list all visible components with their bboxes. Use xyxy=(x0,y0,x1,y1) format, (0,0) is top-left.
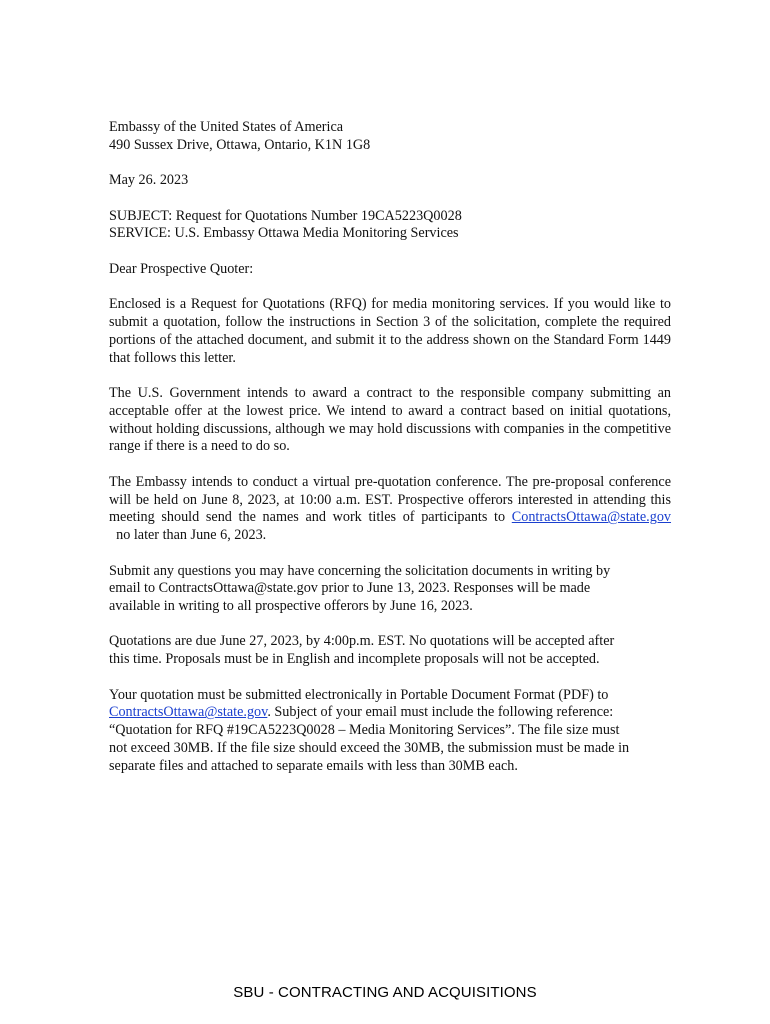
conference-deadline-text: no later than June 6, 2023. xyxy=(109,527,267,544)
submission-line-2-tail: . Subject of your email must include the following reference: xyxy=(267,704,614,721)
questions-line-2: email to ContractsOttawa@state.gov prior to June 13, 2023. Responses will be made xyxy=(109,580,591,597)
due-line-2: this time. Proposals must be in English and incomplete proposals will not be accepted. xyxy=(109,651,600,668)
paragraph-questions xyxy=(109,563,671,616)
submission-line-4: not exceed 30MB. If the file size should exceed the 30MB, the submission must be made in xyxy=(109,740,630,757)
paragraph-enclosed-rfq: Enclosed is a Request for Quotations (RFQ) for media monitoring services. If you would like to submit a quotation, follow the instructions in Section 3 of the solicitation, complete the required portions of the attached document, and submit it to the address shown on the Standard Form 1449 that follows this letter. xyxy=(109,296,671,366)
subject-block xyxy=(109,208,671,244)
submission-line-2 xyxy=(109,704,671,722)
date-text: May 26. 2023 xyxy=(109,172,189,189)
address-line-2: 490 Sussex Drive, Ottawa, Ontario, K1N 1G8 xyxy=(109,136,371,153)
submission-line-1: Your quotation must be submitted electronically in Portable Document Format (PDF) to xyxy=(109,686,609,703)
paragraph-award-contract: The U.S. Government intends to award a contract to the responsible company submitting an acceptable offer at the lowest price. We intend to award a contract based on initial quotations, without holding discussions, although we may hold discussions with companies in the competitive range if there is a need to do so. xyxy=(109,384,671,455)
contracts-email-link-submission[interactable]: ContractsOttawa@state.gov xyxy=(109,704,268,721)
letter-body xyxy=(109,119,671,793)
service-line: SERVICE: U.S. Embassy Ottawa Media Monitoring Services xyxy=(109,225,459,242)
subject-line: SUBJECT: Request for Quotations Number 19CA5223Q0028 xyxy=(109,207,462,224)
address-block xyxy=(109,119,671,155)
conference-text: The Embassy intends to conduct a virtual pre-quotation conference. The pre-proposal conference will be held on June 8, 2023, at 10:00 a.m. EST. Prospective offerors interested in attending this meeting should send the names and work titles of participants to xyxy=(109,473,671,526)
paragraph-submission xyxy=(109,687,671,776)
submission-line-5: separate files and attached to separate emails with less than 30MB each. xyxy=(109,757,518,774)
salutation-text: Dear Prospective Quoter: xyxy=(109,260,254,277)
questions-line-3: available in writing to all prospective offerors by June 16, 2023. xyxy=(109,598,473,615)
due-line-1: Quotations are due June 27, 2023, by 4:00p.m. EST. No quotations will be accepted after xyxy=(109,633,615,650)
paragraph-pre-quotation-conference xyxy=(109,474,671,545)
questions-line-1: Submit any questions you may have concerning the solicitation documents in writing by xyxy=(109,562,611,579)
salutation xyxy=(109,261,671,279)
contracts-email-link-conference[interactable]: ContractsOttawa@state.gov xyxy=(511,509,672,526)
submission-line-3: “Quotation for RFQ #19CA5223Q0028 – Media Monitoring Services”. The file size must xyxy=(109,722,620,739)
letter-date xyxy=(109,172,671,190)
address-line-1: Embassy of the United States of America xyxy=(109,119,344,135)
page-footer: SBU - CONTRACTING AND ACQUISITIONS xyxy=(233,984,537,1001)
paragraph-due-date xyxy=(109,633,671,669)
